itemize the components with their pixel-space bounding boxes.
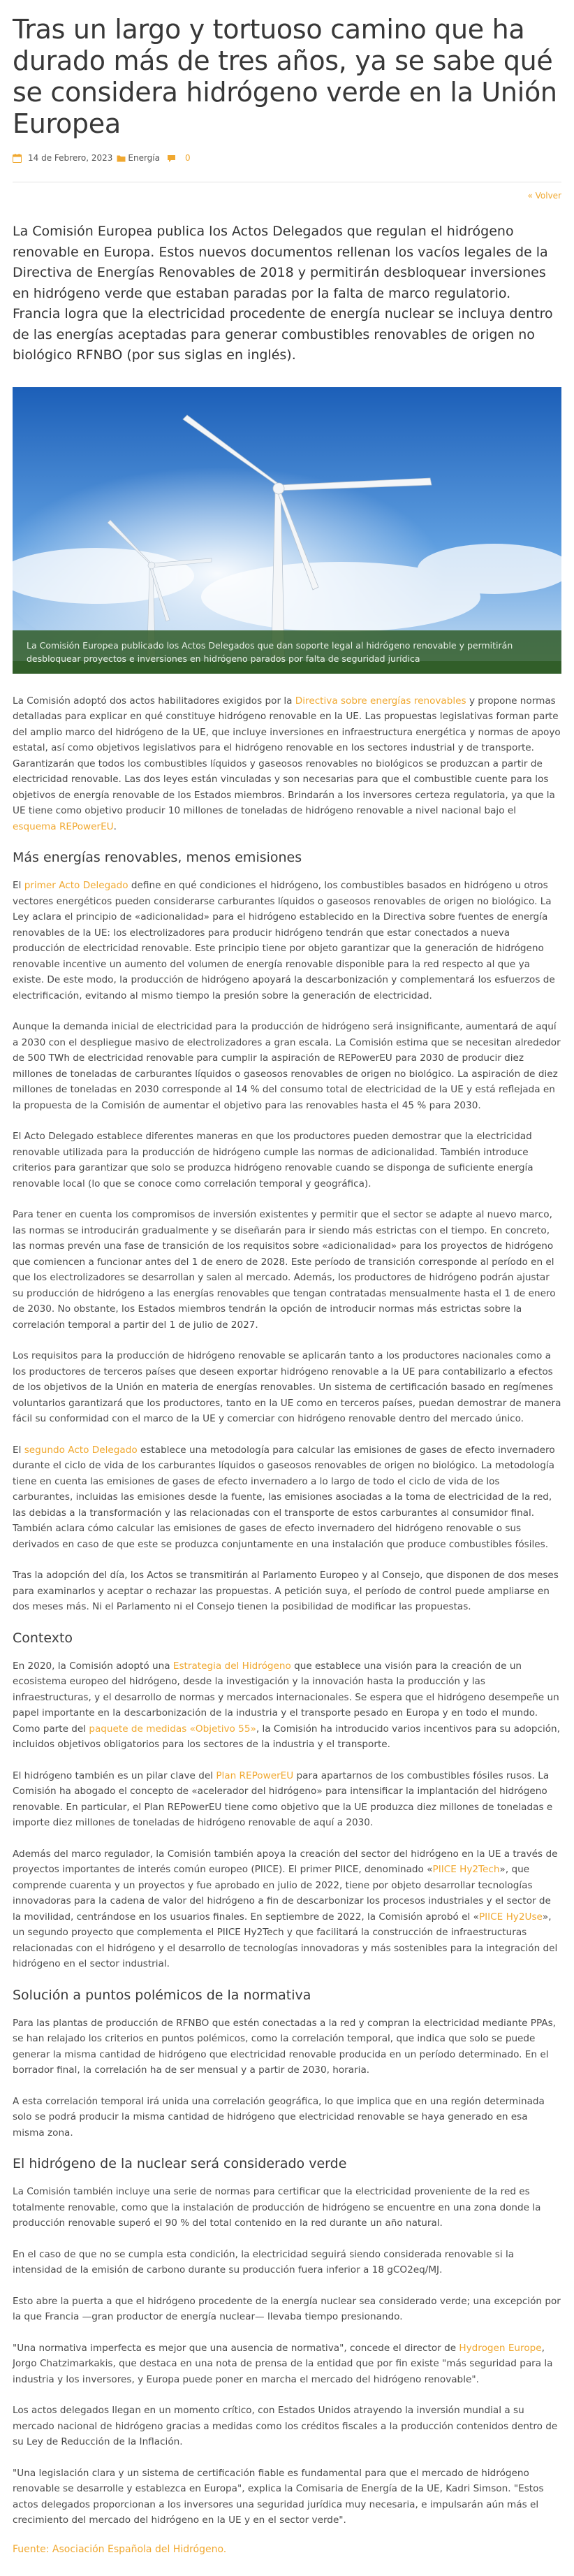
paragraph-9: En 2020, la Comisión adoptó una Estrategia del Hidrógeno que establece una visión para la creación de un ecosistema europeo del hidrógeno, desde la investigación y la innovación hasta la producción y las infraestructuras, y el desarrollo de normas y mercados internacionales. Se espera que el hidrógeno desempeñe un papel importante en la descarbonización de la industria y el transporte pesado en Europa y en todo el mundo. Como parte del paquete de medidas «Objetivo 55», la Comisión ha introducido varios incentivos para su adopción, incluidos objetivos obligatorios para los sectores de la industria y el transporte. <box>13 1660 560 1750</box>
hydrogen-strategy-link[interactable]: Estrategia del Hidrógeno <box>172 1660 291 1672</box>
section-heading-solution: Solución a puntos polémicos de la normativa <box>13 1987 311 2003</box>
fit-for-55-link[interactable]: paquete de medidas «Objetivo 55» <box>89 1723 256 1735</box>
comment-count[interactable]: 0 <box>185 153 191 163</box>
paragraph-19: "Una legislación clara y un sistema de certificación fiable es fundamental para que el mercado de hidrógeno renovable se desarrolle y establezca en Europa", explica la Comisaria de Energía de la UE, Kadri Simson. "Estos actos delegados proporcionan a los inversores una seguridad jurídica muy necesaria, e impulsarán aún más el crecimiento del mercado del hidrógeno en la UE y en el sector verde". <box>13 2467 544 2526</box>
renewables-directive-link[interactable]: Directiva sobre energías renovables <box>295 695 466 707</box>
paragraph-18: Los actos delegados llegan en un momento crítico, con Estados Unidos atrayendo la inversión mundial a su mercado nacional de hidrógeno gracias a medidas como los créditos fiscales a la producción contenidos dentro de su Ley de Reducción de la Inflación. <box>13 2405 558 2447</box>
first-delegated-act-link[interactable]: primer Acto Delegado <box>24 880 128 891</box>
second-delegated-act-link[interactable]: segundo Acto Delegado <box>24 1444 138 1456</box>
paragraph-11: Además del marco regulador, la Comisión también apoya la creación del sector del hidrógeno en la UE a través de proyectos importantes de interés común europeo (PIICE). El primer PIICE, denominado «PIICE Hy2Tech», que comprende cuarenta y un proyectos y fue aprobado en julio de 2022, tiene por objeto desarrollar tecnologías innovadoras para la cadena de valor del hidrógeno a fin de descarbonizar los procesos industriales y el sector de la movilidad, centrándose en los usuarios finales. En septiembre de 2022, la Comisión aprobó el «PIICE Hy2Use», un segundo proyecto que complementa el PIICE Hy2Tech y que facilitará la construcción de infraestructuras relacionadas con el hidrógeno y el desarrollo de tecnologías innovadoras y más sostenibles para la integración del hidrógeno en el sector industrial. <box>13 1848 558 1969</box>
article-lead: La Comisión Europea publica los Actos Delegados que regulan el hidrógeno renovable en Europa. Estos nuevos documentos rellenan los vacíos legales de la Directiva de Energías Renovables de 2018 y permitirán desbloquear inversiones en hidrógeno verde que estaban paradas por la falta de marco regulatorio. Francia logra que la electricidad procedente de energía nuclear se incluya dentro de las energías aceptadas para generar combustibles renovables de origen no biológico RFNBO (por sus siglas en inglés). <box>13 224 553 363</box>
paragraph-16: Esto abre la puerta a que el hidrógeno procedente de la energía nuclear sea considerado verde; una excepción por la que Francia —gran productor de energía nuclear— llevaba tiempo presionando. <box>13 2295 561 2322</box>
folder-icon <box>117 154 126 163</box>
piice-hy2use-link[interactable]: PIICE Hy2Use <box>478 1911 543 1923</box>
paragraph-14: La Comisión también incluye una serie de normas para certificar que la electricidad proveniente de la red es totalmente renovable, como que la instalación de producción de hidrógeno se encuentre en una zona donde la producción renovable superó el 90 % del total contenido en la red durante un año natural. <box>13 2186 541 2229</box>
paragraph-15: En el caso de que no se cumpla esta condición, la electricidad seguirá siendo considerada renovable si la intensidad de la emisión de carbono durante su producción fuera inferior a 18 gCO2eq/MJ. <box>13 2248 515 2275</box>
article-title: Tras un largo y tortuoso camino que ha durado más de tres años, ya se sabe qué se considera hidrógeno verde en la Unión Europea <box>13 14 557 139</box>
paragraph-8: Tras la adopción del día, los Actos se transmitirán al Parlamento Europeo y al Consejo, que disponen de dos meses para examinarlos y aceptar o rechazar las propuestas. A petición suya, el período de control puede ampliarse en dos meses más. Ni el Parlamento ni el Consejo tienen la posibilidad de modificar las propuestas. <box>13 1570 559 1612</box>
section-heading-context: Contexto <box>13 1630 73 1646</box>
paragraph-4: El Acto Delegado establece diferentes maneras en que los productores pueden demostrar que la electricidad renovable utilizada para la producción de hidrógeno cumple las normas de adicionalidad. También introduce criterios para garantizar que solo se produzca hidrógeno renovable cuando se disponga de suficiente energía renovable local (lo que se conoce como correlación temporal y geográfica). <box>13 1131 533 1189</box>
paragraph-7: El segundo Acto Delegado establece una metodología para calcular las emisiones de gases de efecto invernadero durante el ciclo de vida de los carburantes líquidos o gaseosos renovables de origen no biológico. La metodología tiene en cuenta las emisiones de gases de efecto invernadero a lo largo de todo el ciclo de vida de los carburantes, incluidas las emisiones desde la fuente, las emisiones asociadas a la toma de electricidad de la red, las debidas a la transformación y las relacionadas con el transporte de estos carburantes al consumidor final. También aclara cómo calcular las emisiones de gases de efecto invernadero del hidrógeno renovable o sus derivados en caso de que este se produzca conjuntamente en una instalación que produce combustibles fósiles. <box>13 1444 555 1550</box>
paragraph-13: A esta correlación temporal irá unida una correlación geográfica, lo que implica que en una región determinada solo se podrá producir la misma cantidad de hidrógeno que electricidad renovable se haya generado en esa misma zona. <box>13 2095 545 2139</box>
repowereu-scheme-link[interactable]: esquema REPowerEU <box>13 820 114 832</box>
hero-image <box>13 387 561 674</box>
article-date: 14 de Febrero, 2023 <box>28 153 113 163</box>
category-link[interactable] <box>117 153 160 163</box>
comment-icon[interactable] <box>167 154 176 163</box>
paragraph-12: Para las plantas de producción de RFNBO que estén conectadas a la red y compran la electricidad mediante PPAs, se han relajado los criterios en puntos polémicos, como la correlación temporal, que indica que solo se puede generar la misma cantidad de hidrógeno que electricidad renovable producida en un período determinado. En el borrador final, la correlación ha de ser mensual y a partir de 2030, horaria. <box>13 2017 557 2076</box>
hydrogen-europe-link[interactable]: Hydrogen Europe <box>459 2342 542 2354</box>
piice-hy2tech-link[interactable]: PIICE Hy2Tech <box>432 1864 500 1875</box>
paragraph-17: "Una normativa imperfecta es mejor que una ausencia de normativa", concede el director de Hydrogen Europe, Jorgo Chatzimarkakis, que destaca en una nota de prensa de la entidad que por fin existe "más seguridad para la industria y los inversores, y Europa puede poner en marcha el mercado del hidrógeno renovable". <box>13 2342 553 2385</box>
article-meta <box>13 150 561 166</box>
calendar-icon <box>13 154 22 163</box>
category-label: Energía <box>128 153 160 163</box>
paragraph-3: Aunque la demanda inicial de electricidad para la producción de hidrógeno será insignificante, aumentará de aquí a 2030 con el despliegue masivo de electrolizadores a gran escala. La Comisión estima que se necesitan alrededor de 500 TWh de electricidad renovable para cumplir la aspiración de REPowerEU para 2030 de producir diez millones de toneladas de carburantes líquidos o gaseosos renovables de origen no biológico. La aspiración de diez millones de toneladas en 2030 corresponde al 14 % del consumo total de electricidad de la UE y está reflejada en la propuesta de la Comisión de aumentar el objetivo para las renovables hasta el 45 % para 2030. <box>13 1021 561 1111</box>
back-link[interactable]: « Volver <box>527 191 561 201</box>
paragraph-2: El primer Acto Delegado define en qué condiciones el hidrógeno, los combustibles basados en hidrógeno u otros vectores energéticos pueden considerarse carburantes líquidos o gaseosos renovables de origen no biológico. La Ley aclara el principio de «adicionalidad» para el hidrógeno establecido en la Directiva sobre fuentes de energía renovables de la UE: los electrolizadores para producir hidrógeno tendrán que estar conectados a nueva producción de electricidad renovable. Este principio tiene por objeto garantizar que la generación de hidrógeno renovable incentive un aumento del volumen de energía renovable disponible para la red respecto al que ya existe. De este modo, la producción de hidrógeno apoyará la descarbonización y complementará los esfuerzos de electrificación, evitando al mismo tiempo la presión sobre la generación de electricidad. <box>13 880 555 1001</box>
section-heading-nuclear: El hidrógeno de la nuclear será considerado verde <box>13 2156 347 2171</box>
paragraph-10: El hidrógeno también es un pilar clave del Plan REPowerEU para apartarnos de los combustibles fósiles rusos. La Comisión ha abogado el concepto de «acelerador del hidrógeno» para intensificar la implantación del hidrógeno renovable. En particular, el Plan REPowerEU tiene como objetivo que la UE produzca diez millones de toneladas e importe diez millones de toneladas de hidrógeno renovable de aquí a 2030. <box>13 1770 553 1828</box>
section-heading-more-renewables: Más energías renovables, menos emisiones <box>13 850 302 865</box>
paragraph-1: La Comisión adoptó dos actos habilitadores exigidos por la Directiva sobre energías renovables y propone normas detalladas para explicar en qué constituye hidrógeno renovable en la UE. Las propuestas legislativas forman parte del amplio marco del hidrógeno de la UE, que incluye inversiones en infraestructura energética y normas de apoyo estatal, así como objetivos legislativos para el hidrógeno renovable en los sectores industrial y de transporte. Garantizarán que todos los combustibles líquidos y gaseosos renovables no biológicos se produzcan a partir de electricidad renovable. Las dos leyes están vinculadas y son necesarias para que el combustible cuente para los objetivos de energía renovable de los Estados miembros. Brindarán a los inversores certeza regulatoria, ya que la UE tiene como objetivo producir 10 millones de toneladas de hidrógeno renovable a nivel nacional bajo el esquema REPowerEU. <box>13 695 561 832</box>
paragraph-5: Para tener en cuenta los compromisos de inversión existentes y permitir que el sector se adapte al nuevo marco, las normas se introducirán gradualmente y se diseñarán para ir siendo más estrictas con el tiempo. En concreto, las normas prevén una fase de transición de los requisitos sobre «adicionalidad» para los proyectos de hidrógeno que comiencen a funcionar antes del 1 de enero de 2028. Este período de transición corresponde al período en el que los electrolizadores se desarrollan y salen al mercado. Además, los productores de hidrógeno podrán ajustar su producción de hidrógeno a las energías renovables que tengan contratadas mensualmente hasta el 1 de enero de 2030. No obstante, los Estados miembros tendrán la opción de introducir normas más estrictas sobre la correlación temporal a partir del 1 de julio de 2027. <box>13 1209 556 1331</box>
paragraph-6: Los requisitos para la producción de hidrógeno renovable se aplicarán tanto a los productores nacionales como a los productores de terceros países que deseen exportar hidrógeno renovable a la UE para contabilizarlo a efectos de los objetivos de la Unión en materia de energías renovables. Un sistema de certificación basado en regímenes voluntarios garantizará que los productores, tanto en la UE como en terceros países, puedan demostrar de manera fácil su conformidad con el marco de la UE y comerciar con hidrógeno renovable dentro del mercado único. <box>13 1350 561 1424</box>
image-caption: La Comisión Europea publicado los Actos Delegados que dan soporte legal al hidrógeno renovable y permitirán desbloquear proyectos e inversiones en hidrógeno parados por falta de seguridad jurídica <box>13 630 561 674</box>
source-link[interactable]: Fuente: Asociación Española del Hidrógeno. <box>13 2543 227 2555</box>
repowereu-plan-link[interactable]: Plan REPowerEU <box>216 1770 294 1781</box>
